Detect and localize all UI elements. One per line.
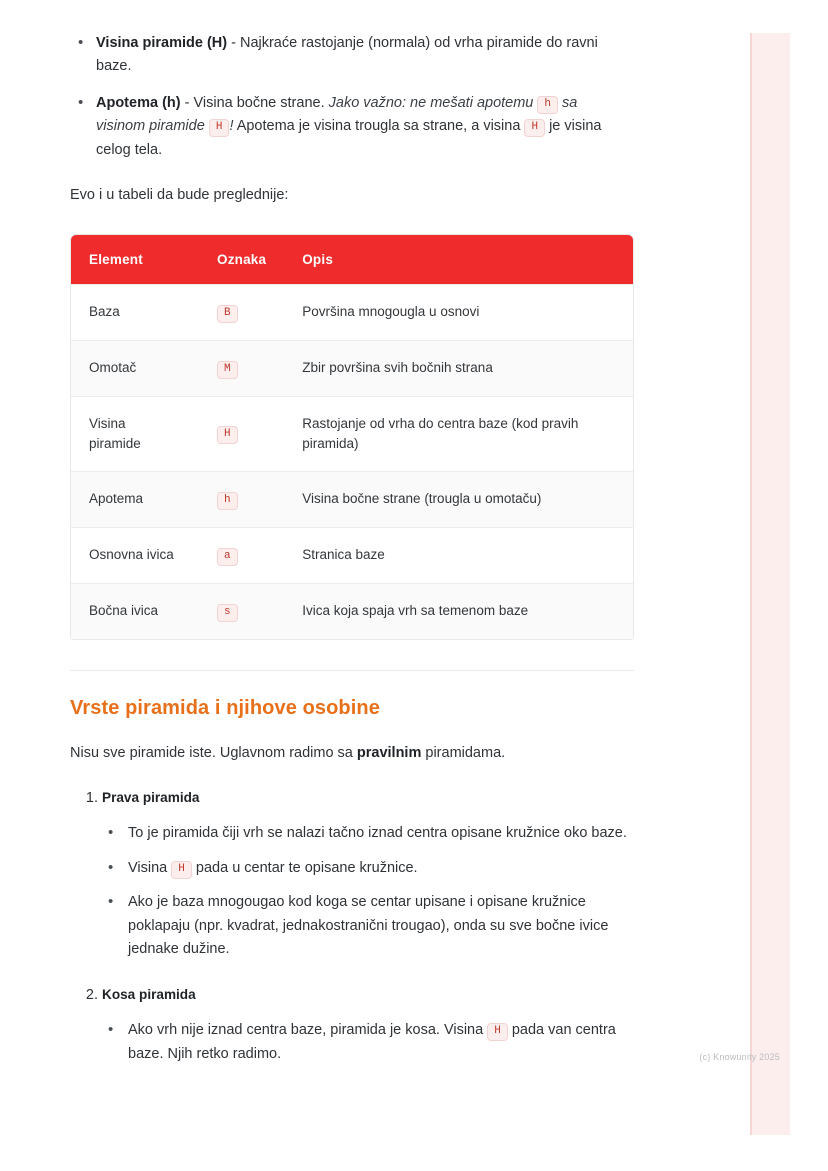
emphasis-warning-3: !	[229, 118, 234, 135]
cell-opis: Zbir površina svih bočnih strana	[284, 340, 633, 396]
column-header-oznaka: Oznaka	[199, 235, 284, 285]
bullet-text-2: pada u centar te opisane kružnice.	[191, 859, 418, 876]
table-row	[71, 472, 633, 528]
table-row	[71, 396, 633, 472]
symbol-h-upper: H	[217, 426, 238, 444]
watermark: (c) Knowunity 2025	[699, 1052, 780, 1063]
list-item	[102, 1019, 628, 1066]
bullet-text: Ako je baza mnogougao kod koga se centar upisane i opisane kružnice poklapaju (npr. kvadrat, jednakostranični trougao), onda su sve bočne ivice jednake dužine.	[128, 894, 609, 958]
dash: -	[227, 35, 240, 51]
table-row	[71, 528, 633, 584]
cell-element: Visina piramide	[71, 396, 199, 472]
symbol-h-upper: H	[209, 119, 230, 137]
section-divider	[70, 670, 634, 671]
symbols-table	[71, 235, 633, 640]
emphasis-warning: Jako važno: ne mešati apotemu	[328, 94, 534, 111]
dash: -	[180, 94, 194, 111]
section-lead-paragraph	[70, 742, 628, 765]
symbol-b: B	[217, 305, 238, 323]
lead-bold: pravilnim	[356, 745, 422, 762]
list-item	[102, 787, 628, 962]
lead-text-2: piramidama.	[421, 745, 506, 762]
sub-list	[102, 1019, 628, 1066]
cell-opis: Rastojanje od vrha do centra baze (kod pravih piramida)	[284, 396, 633, 472]
column-header-element: Element	[71, 235, 199, 285]
definition-text-3: je visina celog tela.	[96, 118, 602, 158]
term-visina-piramide: Visina piramide (H)	[96, 35, 228, 51]
cell-element: Apotema	[71, 472, 199, 528]
item-title-prava-piramida: Prava piramida	[102, 790, 200, 806]
item-title-kosa-piramida: Kosa piramida	[102, 986, 196, 1002]
symbol-h-lower: h	[537, 96, 558, 114]
table-head	[71, 235, 633, 285]
column-header-opis: Opis	[284, 235, 633, 285]
pyramid-types-list	[70, 787, 628, 1066]
table-header-row	[71, 235, 633, 285]
symbol-s: s	[217, 604, 238, 622]
bullet-text: To je piramida čiji vrh se nalazi tačno iznad centra opisane kružnice oko baze.	[128, 825, 627, 842]
emphasis-warning-2: sa visinom piramide	[96, 94, 578, 135]
cell-opis: Ivica koja spaja vrh sa temenom baze	[284, 584, 633, 640]
page-title: Vrste piramida i njihove osobine	[70, 697, 380, 720]
cell-element: Osnovna ivica	[71, 528, 199, 584]
cell-oznaka	[199, 284, 284, 340]
list-item	[102, 857, 628, 880]
lead-text-1: Nisu sve piramide iste. Uglavnom radimo sa	[70, 745, 357, 762]
cell-oznaka	[199, 396, 284, 472]
list-item	[102, 822, 628, 845]
bullet-text: Ako vrh nije iznad centra baze, piramida je kosa. Visina	[128, 1022, 488, 1039]
cell-oznaka	[199, 340, 284, 396]
list-item	[70, 32, 628, 79]
list-item	[102, 891, 628, 961]
cell-oznaka	[199, 472, 284, 528]
table-body	[71, 284, 633, 639]
table-lead-paragraph: Evo i u tabeli da bude preglednije:	[70, 187, 289, 204]
symbols-table-wrapper	[70, 234, 634, 641]
definition-text: Visina bočne strane.	[193, 94, 329, 111]
cell-opis: Visina bočne strane (trougla u omotaču)	[284, 472, 633, 528]
cell-element: Baza	[71, 284, 199, 340]
bullet-text: Visina	[128, 859, 172, 876]
definition-text-2: Apotema je visina trougla sa strane, a visina	[233, 118, 525, 135]
cell-opis: Površina mnogougla u osnovi	[284, 284, 633, 340]
symbol-m: M	[217, 361, 238, 379]
symbol-h-lower: h	[217, 492, 238, 510]
table-row	[71, 340, 633, 396]
symbol-h-upper: H	[171, 861, 192, 879]
symbol-a: a	[217, 548, 238, 566]
cell-element: Omotač	[71, 340, 199, 396]
definition-text: Najkraće rastojanje (normala) od vrha piramide do ravni baze.	[96, 35, 598, 75]
bullet-text-2: pada van centra baze. Njih retko radimo.	[128, 1022, 616, 1062]
sub-list	[102, 822, 628, 961]
symbol-h-upper: H	[487, 1023, 508, 1041]
term-apotema: Apotema (h)	[96, 94, 181, 111]
list-item	[70, 92, 628, 162]
list-item	[102, 984, 628, 1066]
cell-opis: Stranica baze	[284, 528, 633, 584]
table-row	[71, 584, 633, 640]
table-row	[71, 284, 633, 340]
cell-oznaka	[199, 528, 284, 584]
symbol-h-upper-2: H	[524, 119, 545, 137]
definition-list	[70, 32, 628, 162]
cell-element: Bočna ivica	[71, 584, 199, 640]
cell-oznaka	[199, 584, 284, 640]
